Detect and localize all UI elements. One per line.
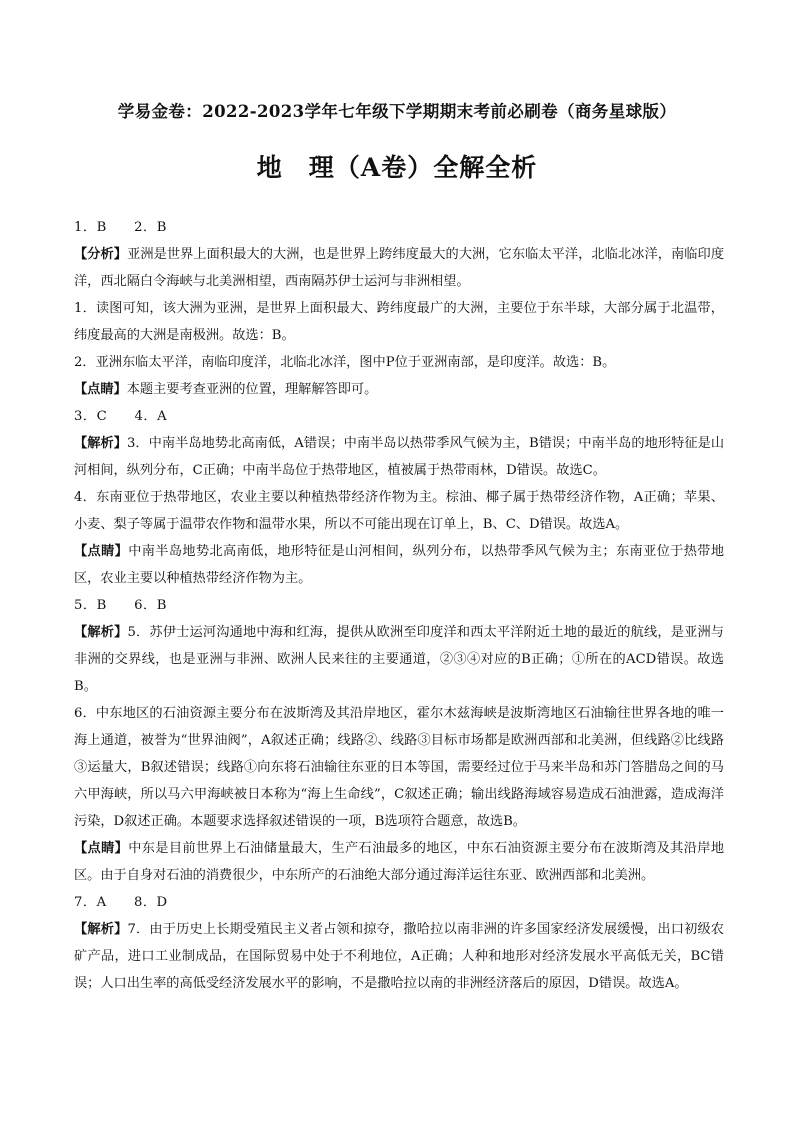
comment-paragraph [74, 376, 724, 403]
paragraph-text: 亚洲是世界上面积最大的大洲，也是世界上跨纬度最大的大洲，它东临太平洋，北临北冰洋，南临印度洋，西北隔白令海峡与北美洲相望，西南隔苏伊士运河与非洲相望。 [74, 247, 725, 289]
explanation-q1: 1．读图可知，该大洲为亚洲，是世界上面积最大、跨纬度最广的大洲，主要位于东半球，大部分属于北温带，纬度最高的大洲是南极洲。故选：B。 [74, 301, 724, 343]
explanation-q6: 6．中东地区的石油资源主要分布在波斯湾及其沿岸地区，霍尔木兹海峡是波斯湾地区石油输往世界各地的唯一海上通道，被誉为“世界油阀”，A叙述正确；线路②、线路③目标市场都是欧洲西部和北美洲，但线路②比线路③运量大，B叙述错误；线路①向东将石油输往东亚的日本等国，需要经过位于马来半岛和苏门答腊岛之间的马六甲海峡，所以马六甲海峡被日本称为“海上生命线”，C叙述正确；输出线路海域容易造成石油泄露，造成海洋污染，D叙述正确。本题要求选择叙述错误的一项，B选项符合题意，故选B。 [74, 706, 724, 829]
answer-analysis-body [74, 214, 724, 997]
comment-paragraph [74, 835, 724, 889]
section-tag: 【解析】 [74, 625, 128, 640]
explanation-q2: 2．亚洲东临太平洋，南临印度洋，北临北冰洋，图中P位于亚洲南部，是印度洋。故选：B。 [74, 355, 616, 370]
paragraph-text: 3．中南半岛地势北高南低，A错误；中南半岛以热带季风气候为主，B错误；中南半岛的地形特征是山河相间，纵列分布，C正确；中南半岛位于热带地区，植被属于热带雨林，D错误。故选C。 [74, 436, 724, 478]
answer-line-5-6: 5．B 6．B [74, 598, 167, 613]
exam-header-title: 学易金卷：2022-2023学年七年级下学期期末考前必刷卷（商务星球版） [117, 102, 677, 121]
paragraph-text: 本题主要考查亚洲的位置，理解解答即可。 [126, 382, 378, 397]
comment-paragraph [74, 538, 724, 592]
explanation-q5 [74, 619, 724, 700]
explanation-q7 [74, 916, 724, 997]
section-tag: 【点睛】 [74, 544, 129, 559]
paragraph-text: 7．由于历史上长期受殖民主义者占领和掠夺，撒哈拉以南非洲的许多国家经济发展缓慢，出口初级农矿产品，进口工业制成品，在国际贸易中处于不利地位，A正确；人种和地形对经济发展水平高低无关，BC错误；人口出生率的高低受经济发展水平的影响，不是撒哈拉以南的非洲经济落后的原因，D错误。故选A。 [74, 922, 724, 991]
paragraph-text: 中东是目前世界上石油储量最大，生产石油最多的地区，中东石油资源主要分布在波斯湾及其沿岸地区。由于自身对石油的消费很少，中东所产的石油绝大部分通过海洋运往东亚、欧洲西部和北美洲。 [74, 841, 725, 883]
section-tag: 【点睛】 [74, 841, 129, 856]
paragraph-text: 5．苏伊士运河沟通地中海和红海，提供从欧洲至印度洋和西太平洋附近土地的最近的航线，是亚洲与非洲的交界线，也是亚洲与非洲、欧洲人民来往的主要通道，②③④对应的B正确；①所在的ACD错误。故选B。 [74, 625, 724, 694]
answer-line-3-4: 3．C 4．A [74, 409, 168, 424]
explanation-q3 [74, 430, 724, 484]
section-tag: 【分析】 [74, 247, 128, 262]
answer-line-7-8: 7．A 8．D [74, 895, 168, 910]
answer-line-1-2: 1．B 2．B [74, 220, 167, 235]
section-tag: 【解析】 [74, 922, 128, 937]
section-tag: 【点睛】 [74, 382, 127, 397]
analysis-paragraph [74, 241, 724, 295]
document-title: 地 理（A卷）全解全析 [256, 153, 538, 182]
explanation-q4: 4．东南亚位于热带地区，农业主要以种植热带经济作物为主。棕油、椰子属于热带经济作物，A正确；苹果、小麦、梨子等属于温带农作物和温带水果，所以不可能出现在订单上，B、C、D错误。故选A。 [74, 490, 724, 532]
section-tag: 【解析】 [74, 436, 127, 451]
paragraph-text: 中南半岛地势北高南低，地形特征是山河相间，纵列分布，以热带季风气候为主；东南亚位于热带地区，农业主要以种植热带经济作物为主。 [74, 544, 725, 586]
